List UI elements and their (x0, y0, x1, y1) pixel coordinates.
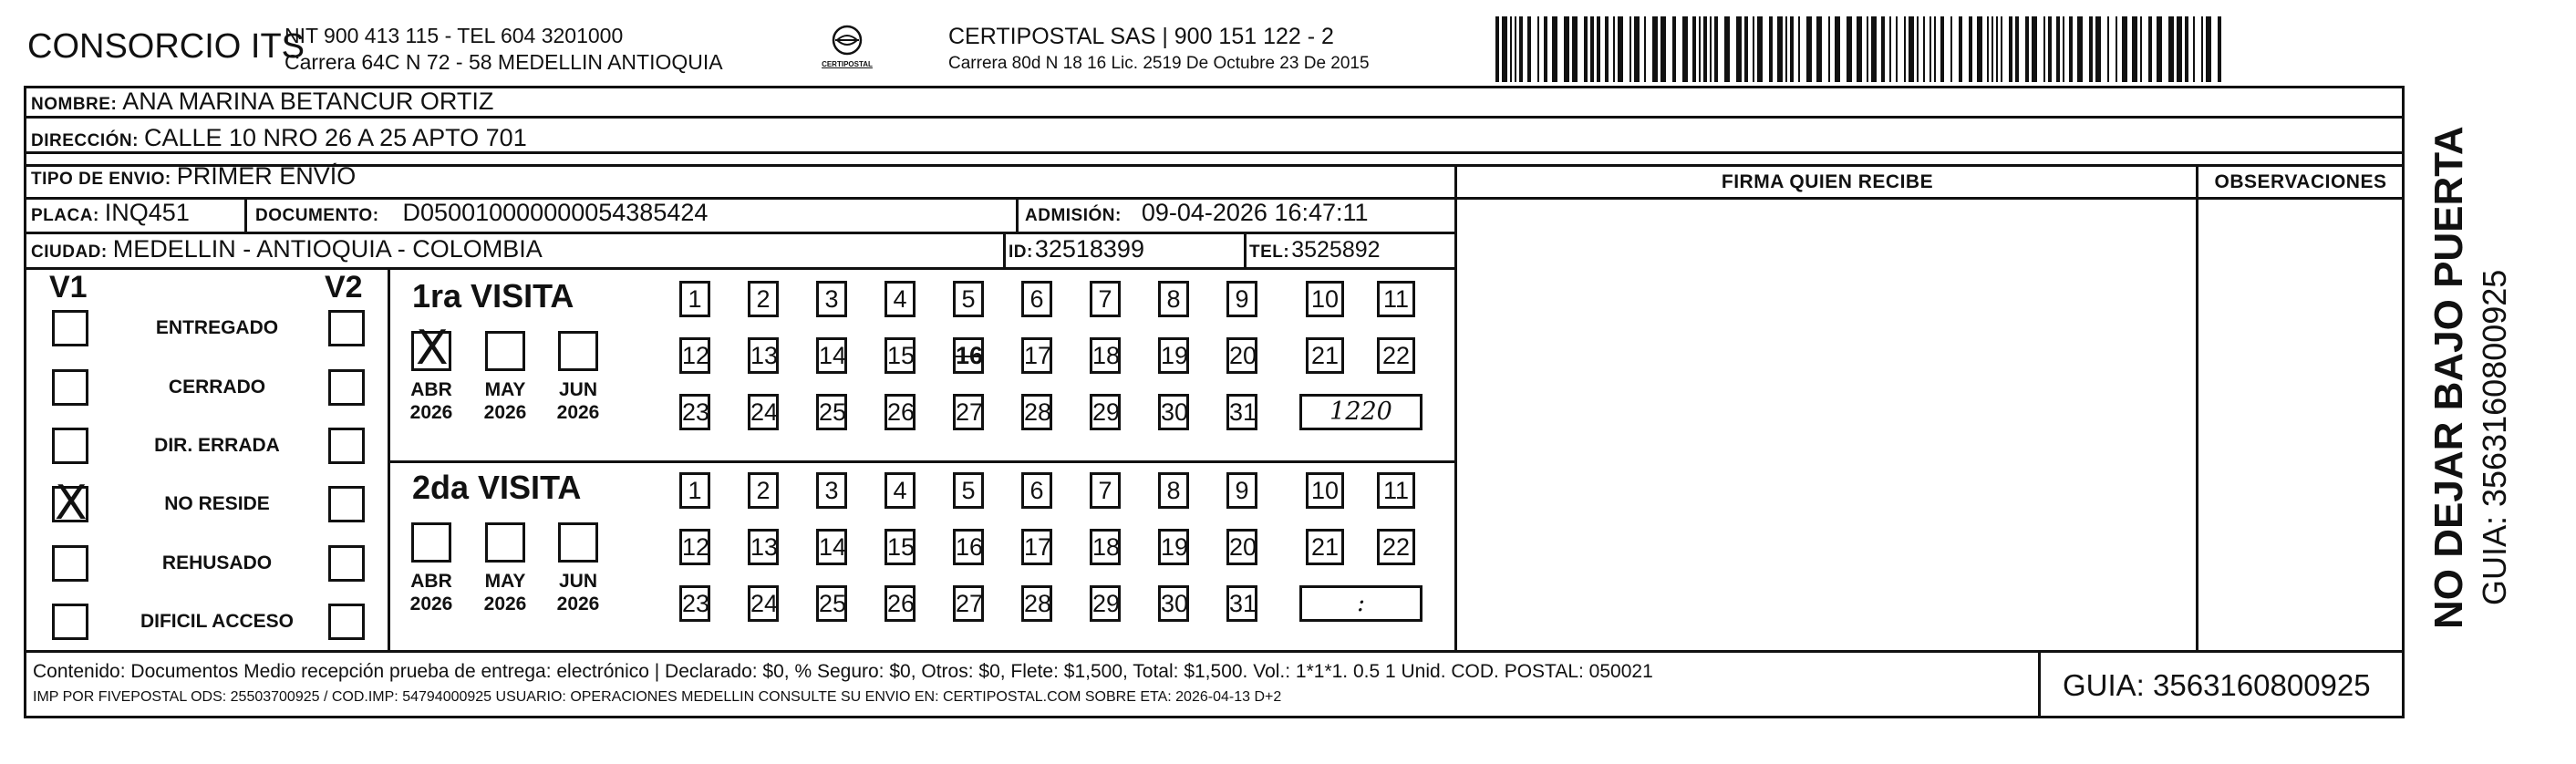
day-box[interactable]: 3 (816, 281, 847, 317)
day-box[interactable]: 3 (816, 472, 847, 509)
day-box[interactable]: 28 (1021, 585, 1052, 622)
v2-checkbox[interactable] (328, 545, 365, 582)
day-box[interactable]: 16 (953, 529, 984, 565)
month-label: ABR (410, 379, 452, 400)
day-box[interactable]: 1 (679, 281, 710, 317)
footer-content: Contenido: Documentos Medio recepción prueba de entrega: electrónico | Declarado: $0, % Seguro: $0, Otros: $0, Flete: $1,500, Total: $1,500. Vol.: 1*1*1. 0.5 1 Unid. COD. POSTAL: 050021 (33, 661, 1653, 682)
v2-header: V2 (325, 270, 363, 305)
day-box[interactable]: 21 (1306, 337, 1344, 374)
v2-checkbox[interactable] (328, 369, 365, 406)
company-name: CONSORCIO ITS (27, 27, 305, 66)
documento-value: D050010000000054385424 (402, 199, 709, 226)
first-visit-title: 1ra VISITA (412, 277, 574, 315)
day-box[interactable]: 17 (1021, 529, 1052, 565)
footer-imp: IMP POR FIVEPOSTAL ODS: 25503700925 / COD.IMP: 54794000925 USUARIO: OPERACIONES MEDELLIN CONSULTE SU ENVIO EN: CERTIPOSTAL.COM SOBRE ETA: 2026-04-13 D+2 (33, 689, 1282, 705)
ciudad-label: CIUDAD: (31, 243, 108, 262)
day-box[interactable]: 22 (1377, 337, 1415, 374)
day-box[interactable]: 24 (748, 585, 779, 622)
day-box[interactable]: 25 (816, 585, 847, 622)
id-row (1009, 235, 1144, 263)
day-box[interactable]: 9 (1226, 281, 1257, 317)
month-checkbox[interactable] (411, 522, 451, 563)
day-box[interactable]: 31 (1226, 585, 1257, 622)
month-year: 2026 (409, 402, 453, 423)
day-box[interactable]: 25 (816, 394, 847, 430)
carrier-address: Carrera 80d N 18 16 Lic. 2519 De Octubre 23 De 2015 (948, 54, 1370, 73)
placa-row (31, 199, 190, 227)
v2-checkbox[interactable] (328, 428, 365, 464)
placa-label: PLACA: (31, 206, 99, 225)
month-year: 2026 (556, 594, 600, 614)
day-box[interactable]: 4 (885, 281, 916, 317)
check-mark: X (416, 321, 449, 376)
side-labels (2424, 0, 2542, 629)
month-year: 2026 (556, 402, 600, 423)
tel-label: TEL: (1249, 243, 1290, 262)
day-box[interactable]: 4 (885, 472, 916, 509)
day-box[interactable]: 12 (679, 529, 710, 565)
day-box[interactable]: 30 (1158, 394, 1189, 430)
company-nit: NIT 900 413 115 - TEL 604 3201000 (284, 24, 624, 47)
status-label: DIFICIL ACCESO (140, 611, 294, 632)
day-box[interactable]: 1 (679, 472, 710, 509)
status-label: DIR. ERRADA (154, 435, 280, 456)
v1-checkbox[interactable] (52, 428, 88, 464)
day-box[interactable]: 23 (679, 394, 710, 430)
month-year: 2026 (409, 594, 453, 614)
carrier-name: CERTIPOSTAL SAS | 900 151 122 - 2 (948, 24, 1334, 49)
day-box[interactable]: 7 (1090, 472, 1121, 509)
firma-label: FIRMA QUIEN RECIBE (1721, 171, 1934, 192)
day-box[interactable]: 27 (953, 585, 984, 622)
month-label: JUN (558, 379, 597, 400)
day-box[interactable]: 15 (885, 337, 916, 374)
day-box[interactable]: 24 (748, 394, 779, 430)
second-visit-title: 2da VISITA (412, 469, 582, 506)
tipo-envio-value: PRIMER ENVÍO (176, 162, 357, 190)
month-label: MAY (484, 379, 526, 400)
day-box[interactable]: 11 (1377, 281, 1415, 317)
v2-checkbox[interactable] (328, 310, 365, 346)
day-box[interactable]: 8 (1158, 281, 1189, 317)
day-box[interactable]: 26 (885, 394, 916, 430)
tel-value: 3525892 (1291, 237, 1381, 263)
month-checkbox[interactable] (485, 331, 525, 371)
documento-label: DOCUMENTO: (255, 206, 379, 225)
v1-checkbox[interactable] (52, 545, 88, 582)
direccion-row (31, 124, 527, 152)
v1-checkbox[interactable] (52, 476, 88, 531)
certipostal-logo (810, 24, 885, 77)
day-box[interactable]: 15 (885, 529, 916, 565)
day-box[interactable]: 12 (679, 337, 710, 374)
check-mark: X (55, 476, 88, 531)
day-box[interactable]: 19 (1158, 337, 1189, 374)
nombre-row (31, 88, 493, 116)
day-box[interactable]: 6 (1021, 472, 1052, 509)
day-box[interactable]: 17 (1021, 337, 1052, 374)
status-label: REHUSADO (161, 552, 273, 573)
direccion-value: CALLE 10 NRO 26 A 25 APTO 701 (143, 124, 527, 151)
tel-row (1249, 237, 1381, 263)
day-box[interactable]: 31 (1226, 394, 1257, 430)
time-box[interactable]: 1220 (1299, 394, 1422, 430)
day-box[interactable]: 7 (1090, 281, 1121, 317)
id-label: ID: (1009, 243, 1033, 262)
day-box[interactable]: 6 (1021, 281, 1052, 317)
day-box[interactable]: 8 (1158, 472, 1189, 509)
ciudad-row (31, 235, 543, 263)
barcode (1495, 16, 2227, 82)
month-year: 2026 (483, 402, 527, 423)
status-label: CERRADO (168, 377, 266, 397)
day-box[interactable] (953, 337, 984, 374)
month-label: MAY (484, 571, 526, 592)
day-box[interactable]: 5 (953, 281, 984, 317)
admision-value: 09-04-2026 16:47:11 (1141, 199, 1369, 226)
day-box[interactable]: 27 (953, 394, 984, 430)
company-address: Carrera 64C N 72 - 58 MEDELLIN ANTIOQUIA (284, 50, 723, 74)
month-checkbox[interactable] (411, 321, 451, 376)
admision-label: ADMISIÓN: (1025, 206, 1122, 225)
nombre-value: ANA MARINA BETANCUR ORTIZ (122, 88, 494, 115)
day-box[interactable]: 13 (748, 529, 779, 565)
v1-header: V1 (49, 270, 88, 305)
day-box[interactable]: 29 (1090, 394, 1121, 430)
v1-checkbox[interactable] (52, 604, 88, 640)
day-box[interactable]: 14 (816, 529, 847, 565)
id-value: 32518399 (1034, 235, 1144, 263)
day-box[interactable]: 2 (748, 472, 779, 509)
observaciones-area[interactable] (2199, 201, 2402, 647)
day-number: 16 (956, 342, 984, 369)
firma-area[interactable] (1459, 201, 2193, 647)
day-box[interactable]: 26 (885, 585, 916, 622)
nombre-label: NOMBRE: (31, 95, 118, 114)
month-checkbox[interactable] (485, 522, 525, 563)
day-box[interactable]: 19 (1158, 529, 1189, 565)
time-box[interactable]: : (1299, 585, 1422, 622)
day-box[interactable]: 20 (1226, 529, 1257, 565)
day-box[interactable]: 14 (816, 337, 847, 374)
month-checkbox[interactable] (558, 331, 598, 371)
day-box[interactable]: 29 (1090, 585, 1121, 622)
v1-checkbox[interactable] (52, 310, 88, 346)
no-dejar-warning: NO DEJAR BAJO PUERTA (2426, 126, 2471, 629)
day-box[interactable]: 9 (1226, 472, 1257, 509)
day-box[interactable]: 2 (748, 281, 779, 317)
direccion-label: DIRECCIÓN: (31, 131, 139, 150)
day-box[interactable]: 28 (1021, 394, 1052, 430)
placa-value: INQ451 (104, 199, 190, 226)
month-checkbox[interactable] (558, 522, 598, 563)
day-box[interactable]: 10 (1306, 472, 1344, 509)
day-box[interactable]: 18 (1090, 337, 1121, 374)
v1-checkbox[interactable] (52, 369, 88, 406)
day-box[interactable]: 30 (1158, 585, 1189, 622)
day-box[interactable]: 10 (1306, 281, 1344, 317)
tipo-envio-row (31, 162, 356, 191)
side-guia: GUIA: 3563160800925 (2476, 269, 2513, 605)
month-label: ABR (410, 571, 452, 592)
documento-row (255, 199, 708, 227)
admision-row (1025, 199, 1369, 227)
month-label: JUN (558, 571, 597, 592)
v2-checkbox[interactable] (328, 486, 365, 522)
footer-guia: GUIA: 3563160800925 (2063, 668, 2371, 702)
day-box[interactable]: 13 (748, 337, 779, 374)
day-box[interactable]: 21 (1306, 529, 1344, 565)
day-box[interactable]: 20 (1226, 337, 1257, 374)
status-label: NO RESIDE (164, 493, 270, 514)
observaciones-label: OBSERVACIONES (2214, 171, 2387, 192)
month-year: 2026 (483, 594, 527, 614)
day-box[interactable]: 18 (1090, 529, 1121, 565)
status-label: ENTREGADO (155, 317, 279, 338)
certipostal-logo-text: CERTIPOSTAL (822, 60, 873, 68)
ciudad-value: MEDELLIN - ANTIOQUIA - COLOMBIA (112, 235, 543, 263)
day-box[interactable]: 5 (953, 472, 984, 509)
day-box[interactable]: 23 (679, 585, 710, 622)
day-box[interactable]: 11 (1377, 472, 1415, 509)
v2-checkbox[interactable] (328, 604, 365, 640)
day-box[interactable]: 22 (1377, 529, 1415, 565)
tipo-envio-label: TIPO DE ENVIO: (31, 170, 171, 189)
